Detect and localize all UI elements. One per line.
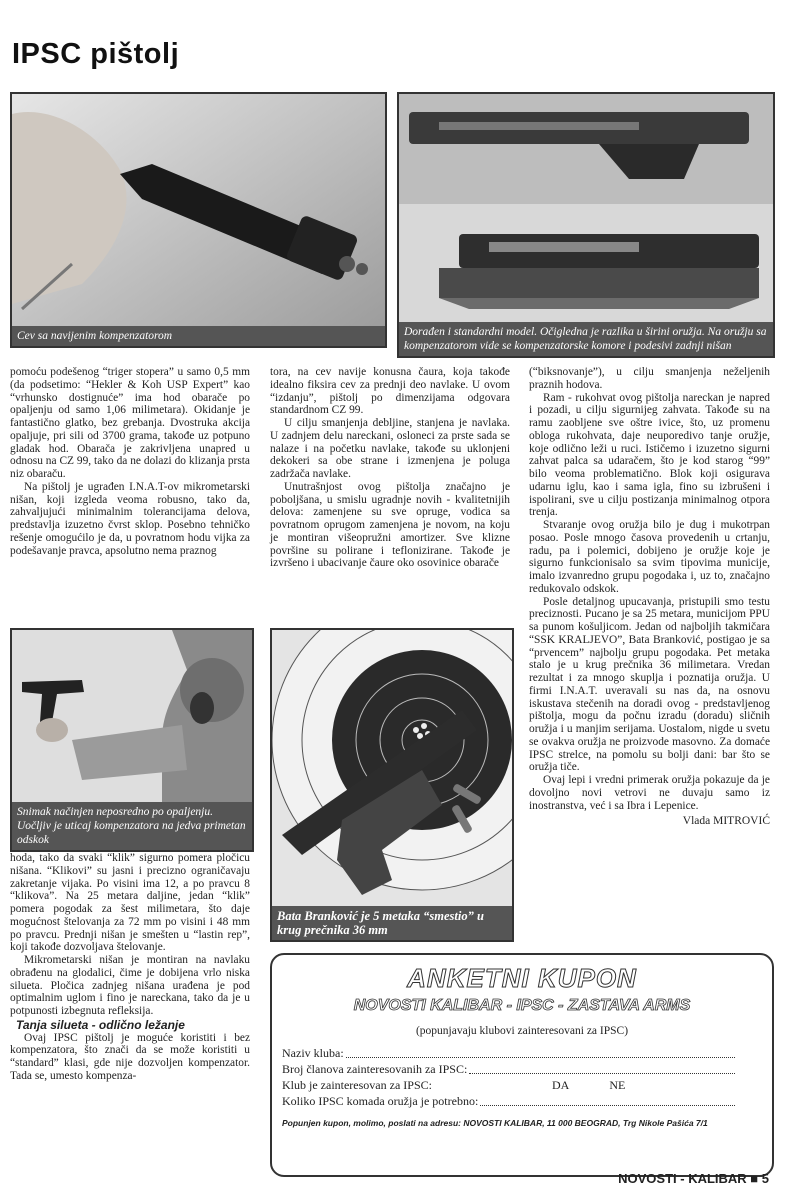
- paragraph: Stvaranje ovog oružja bilo je dug i mukotrpan posao. Posle mnogo časova provedenih u crtanju, radu, pa i polemici, dobijeno je oružje koje je sigurno funkcionisalo sa svim tipovima municije, imalo izvanredno grupu pogodaka i, uz to, značajno redukovalo odskok.: [529, 519, 770, 595]
- paragraph: Unutrašnjost ovog pištolja značajno je poboljšana, u smislu ugradnje novih - kvalitetnijih delova: zamenjene su sve opruge, vodica sa povratnom oprugom zamenjena je novom, na koju je montiran višeopružni amortizer. Sve klizne površine su polirane i teflonizirane. Takođe je izvršeno i ubacivanje čaure oko osovinice obarače: [270, 480, 510, 570]
- author: Vlada MITROVIĆ: [682, 815, 770, 828]
- column-2-top: [270, 366, 510, 570]
- photo-shooter: [10, 628, 254, 852]
- option-yes[interactable]: DA: [551, 1078, 570, 1092]
- photo-barrel-compensator: [10, 92, 387, 348]
- photo-caption: Snimak načinjen neposredno po opaljenju. Uočljiv je uticaj kompenzatora na jedva primetan odskok: [12, 802, 252, 850]
- coupon-subtitle: NOVOSTI KALIBAR - IPSC - ZASTAVA ARMS: [353, 997, 691, 1014]
- coupon-title: ANKETNI KUPON: [407, 963, 637, 993]
- paragraph: U cilju smanjenja debljine, stanjena je navlaka. U zadnjem delu nareckani, osloneci za prste sada se nalaze i na početku navlake, takođe su uklonjeni dekokeri sa obe strane i izmenjena je poluga zadržača navlake.: [270, 417, 510, 480]
- field-member-count[interactable]: Broj članova zainteresovanih za IPSC:: [282, 1061, 737, 1077]
- paragraph: pomoću podešenog “triger stopera” u samo 0,5 mm (da podsetimo: “Hekler & Koh USP Expert” kao “vrhunsko dostignuće” ima hod obarače po opaljenju od samo 1,06 milimetara). Okidanje je fantastično glatko, bez grebanja. Dvostruka akcija opaljuje, pri sili od 3700 grama, takođe uz potpuno gladak hod. Obarača je zakrivljena unapred u odnosu na CZ 99, tako da ne dolazi do klizanja prsta niz obaraču.: [10, 366, 250, 480]
- page-title: IPSC pištolj: [12, 38, 180, 70]
- field-weapon-count[interactable]: Koliko IPSC komada oružja je potrebno:: [282, 1093, 737, 1109]
- paragraph: Na pištolj je ugrađen I.N.A.T-ov mikrometarski nišan, koji izgleda veoma robusno, tako da, zahvaljujući minimalnim tolerancijama delova, predstavlja izuzetno čvrst sklop. Posebno tehničko rešenje omogućilo je da, u povratnom hodu vijka za podešavanje pravca, apsolutno nema praznog: [10, 480, 250, 557]
- photo-caption: Bata Branković je 5 metaka “smestio” u krug prečnika 36 mm: [272, 906, 512, 940]
- column-1-top: [10, 366, 250, 557]
- paragraph: Ram - rukohvat ovog pištolja nareckan je napred i pozadi, u cilju sigurnijeg zahvata. Takođe su na ramu zaobljene sve oštre ivice, što, uz promenu obloga rukohvata, daje neuporedivo tanje oružje, koje odlično leži u ruci. Ističemo i izuzetno sigurni zahvat palca sa udaračem, što je kod starog “99” bilo veoma problematično. Blok koji osigurava udarnu iglu, kao i sama igla, fino su izbrušeni i ispolirani, sve u cilju postizanja minimalnog otpora trenja.: [529, 391, 770, 519]
- coupon-note: (popunjavaju klubovi zainteresovani za IPSC): [415, 1025, 629, 1037]
- subheading: Tanja silueta - odlično ležanje: [16, 1017, 185, 1032]
- option-no[interactable]: NE: [609, 1078, 626, 1092]
- paragraph: Ovaj lepi i vredni primerak oružja pokazuje da je dovoljno novi vetrovi ne duvaju samo iz inostranstva, već i sa Ibra i Lepenice.: [529, 774, 770, 812]
- photo-target: [270, 628, 514, 942]
- coupon-fields: [282, 1045, 737, 1109]
- column-1-bottom: [10, 852, 250, 1083]
- page-footer: NOVOSTI - KALIBAR ■ 5: [618, 1171, 769, 1186]
- field-club-name[interactable]: Naziv kluba:: [282, 1045, 737, 1061]
- paragraph: Mikrometarski nišan je montiran na navlaku obrađenu na glodalici, čime je dobijena vrlo niska silueta. Pločica zadnjeg nišana urađena je pod optimalnim uglom i fino je nareckana, tako da je u potpunosti izbegnuta refleksija.: [10, 954, 250, 1017]
- photo-two-pistols: [397, 92, 775, 358]
- paragraph: hoda, tako da svaki “klik” sigurno pomera pločicu nišana. “Klikovi” su jasni i precizno ograničavaju zakretanje vijaka. Po visini ima 12, a po pravcu 8 “klikova”. Na 25 metara daljine, jedan “klik” pomera pogodak za šest milimetara, što daje mogućnost štelovanja za 72 mm po visini i 48 mm po pravcu. Prednji nišan je smešten u “lastin rep”, koji takođe dozvoljava štelovanje.: [10, 852, 250, 954]
- survey-coupon: [270, 953, 774, 1177]
- photo-caption: Dorađen i standardni model. Očigledna je razlika u širini oružja. Na oružju sa kompenzatorom vide se kompenzatorske komore i podesivi zadnji nišan: [399, 322, 773, 356]
- field-club-interested: Klub je zainteresovan za IPSC: DA NE: [282, 1078, 626, 1092]
- paragraph: Ovaj IPSC pištolj je moguće koristiti i bez kompenzatora, što znači da se može koristiti u “standard” klasi, gde nije dozvoljen kompenzator. Tada se, umesto kompenza-: [10, 1031, 250, 1082]
- photo-caption: Cev sa navijenim kompenzatorom: [12, 326, 385, 346]
- paragraph: (“biksnovanje”), u cilju smanjenja neželjenih praznih hodova.: [529, 366, 770, 391]
- paragraph: tora, na cev navije konusna čaura, koja takođe idealno fiksira cev za prednji deo navlake. U ovom “izdanju”, pištolj po dimenzijama odgovara standardnom CZ 99.: [270, 366, 510, 417]
- paragraph: Posle detaljnog upucavanja, pristupili smo testu preciznosti. Pucano je sa 25 metara, municijom PPU sa punom košuljicom. Jedan od najboljih takmičara “SSK KRALJEVO”, Bata Branković, postigao je sa “prvencem” najbolju grupu pogodaka. Pet metaka stalo je u krug prečnika 36 milimetara. Vredan rezultat i za mnogo skuplja i poznatija oružja. U firmi I.N.A.T. uveravali su nas da, na osnovu iskustava stečenih na doradi ovog - predstavljenog pištolja, mogu da počnu izradu (doradu) sličnih oružja i u manjim serijama. Uostalom, nigde u svetu se ovakva oružja ne proizvode masovno. Za domaće IPSC strelce, na pomolu su bolji dani: bar što se oružja tiče.: [529, 595, 770, 774]
- column-3: [529, 366, 770, 828]
- coupon-mail-address: Popunjen kupon, molimo, poslati na adresu: NOVOSTI KALIBAR, 11 000 BEOGRAD, Trg Nikole Pašića 7/1: [282, 1118, 708, 1128]
